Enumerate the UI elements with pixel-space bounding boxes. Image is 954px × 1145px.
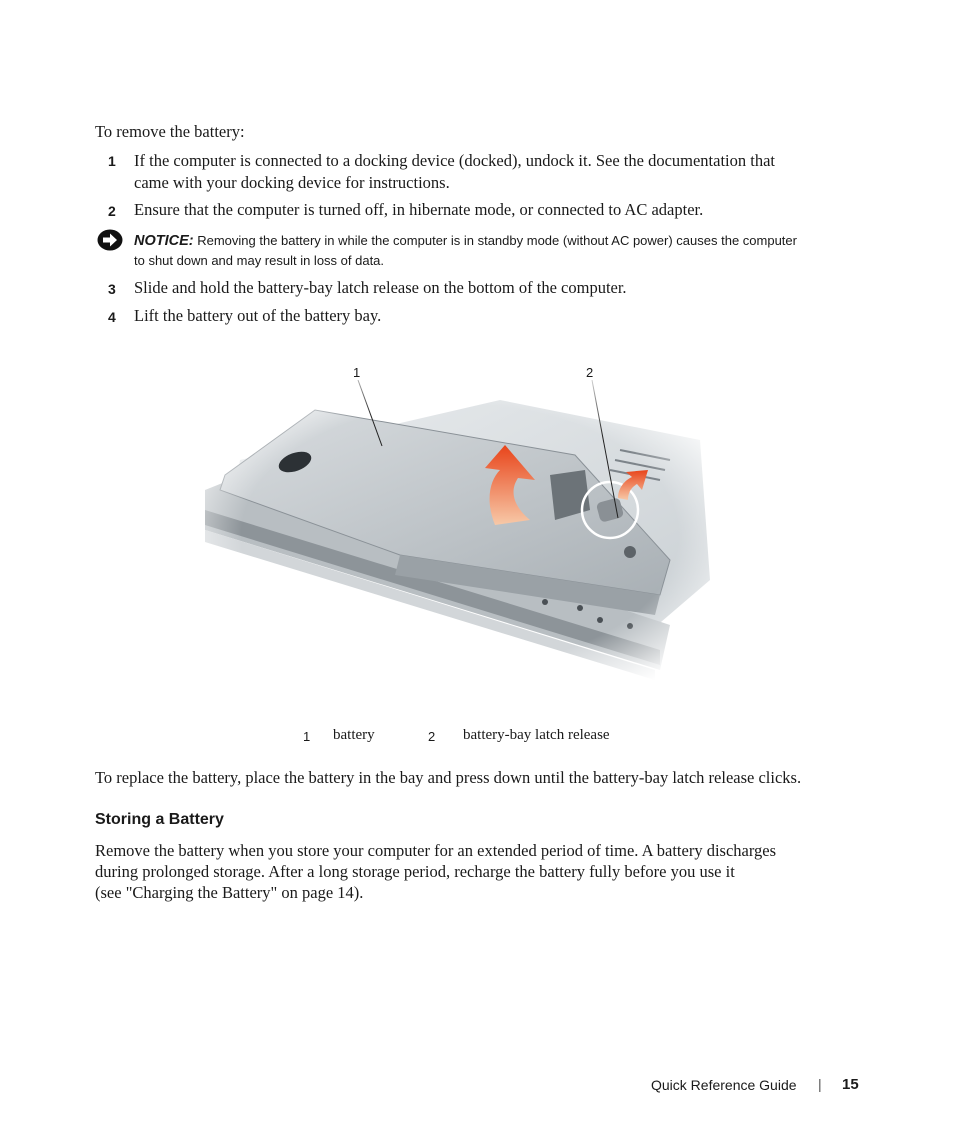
notice-label: NOTICE: bbox=[134, 233, 194, 249]
battery-removal-illustration bbox=[200, 380, 720, 690]
step-line: came with your docking device for instructions. bbox=[134, 173, 450, 192]
step-number: 4 bbox=[108, 309, 116, 325]
replace-paragraph: To replace the battery, place the battery in the bay and press down until the battery-bay latch release clicks. bbox=[95, 768, 802, 787]
caption-number: 2 bbox=[428, 729, 436, 744]
notice-arrow-icon bbox=[97, 229, 123, 251]
paragraph-line: (see "Charging the Battery" on page 14). bbox=[95, 883, 364, 902]
section-paragraph bbox=[95, 840, 875, 903]
step-line: If the computer is connected to a docking device (docked), undock it. See the documentation that bbox=[134, 151, 775, 170]
caption-label: battery bbox=[333, 727, 375, 743]
step-text: Lift the battery out of the battery bay. bbox=[134, 306, 382, 325]
page-number: 15 bbox=[842, 1076, 859, 1093]
intro-text: To remove the battery: bbox=[95, 122, 245, 141]
step-number: 2 bbox=[108, 203, 116, 219]
step-text: Ensure that the computer is turned off, in hibernate mode, or connected to AC adapter. bbox=[134, 200, 704, 219]
notice-line: to shut down and may result in loss of data. bbox=[134, 253, 385, 268]
footer-separator: | bbox=[818, 1076, 822, 1092]
callout-2: 2 bbox=[586, 365, 594, 380]
notice-block bbox=[134, 231, 874, 270]
section-heading: Storing a Battery bbox=[95, 811, 224, 828]
callout-1: 1 bbox=[353, 365, 361, 380]
caption-number: 1 bbox=[303, 729, 311, 744]
notice-line: Removing the battery in while the computer is in standby mode (without AC power) causes the computer bbox=[197, 233, 797, 248]
caption-label: battery-bay latch release bbox=[463, 727, 610, 743]
footer-title: Quick Reference Guide bbox=[651, 1077, 797, 1093]
step-text bbox=[134, 150, 874, 194]
step-text: Slide and hold the battery-bay latch release on the bottom of the computer. bbox=[134, 278, 627, 297]
step-number: 3 bbox=[108, 281, 116, 297]
paragraph-line: Remove the battery when you store your computer for an extended period of time. A battery discharges bbox=[95, 841, 777, 860]
step-number: 1 bbox=[108, 153, 116, 169]
paragraph-line: during prolonged storage. After a long storage period, recharge the battery fully before you use it bbox=[95, 862, 735, 881]
